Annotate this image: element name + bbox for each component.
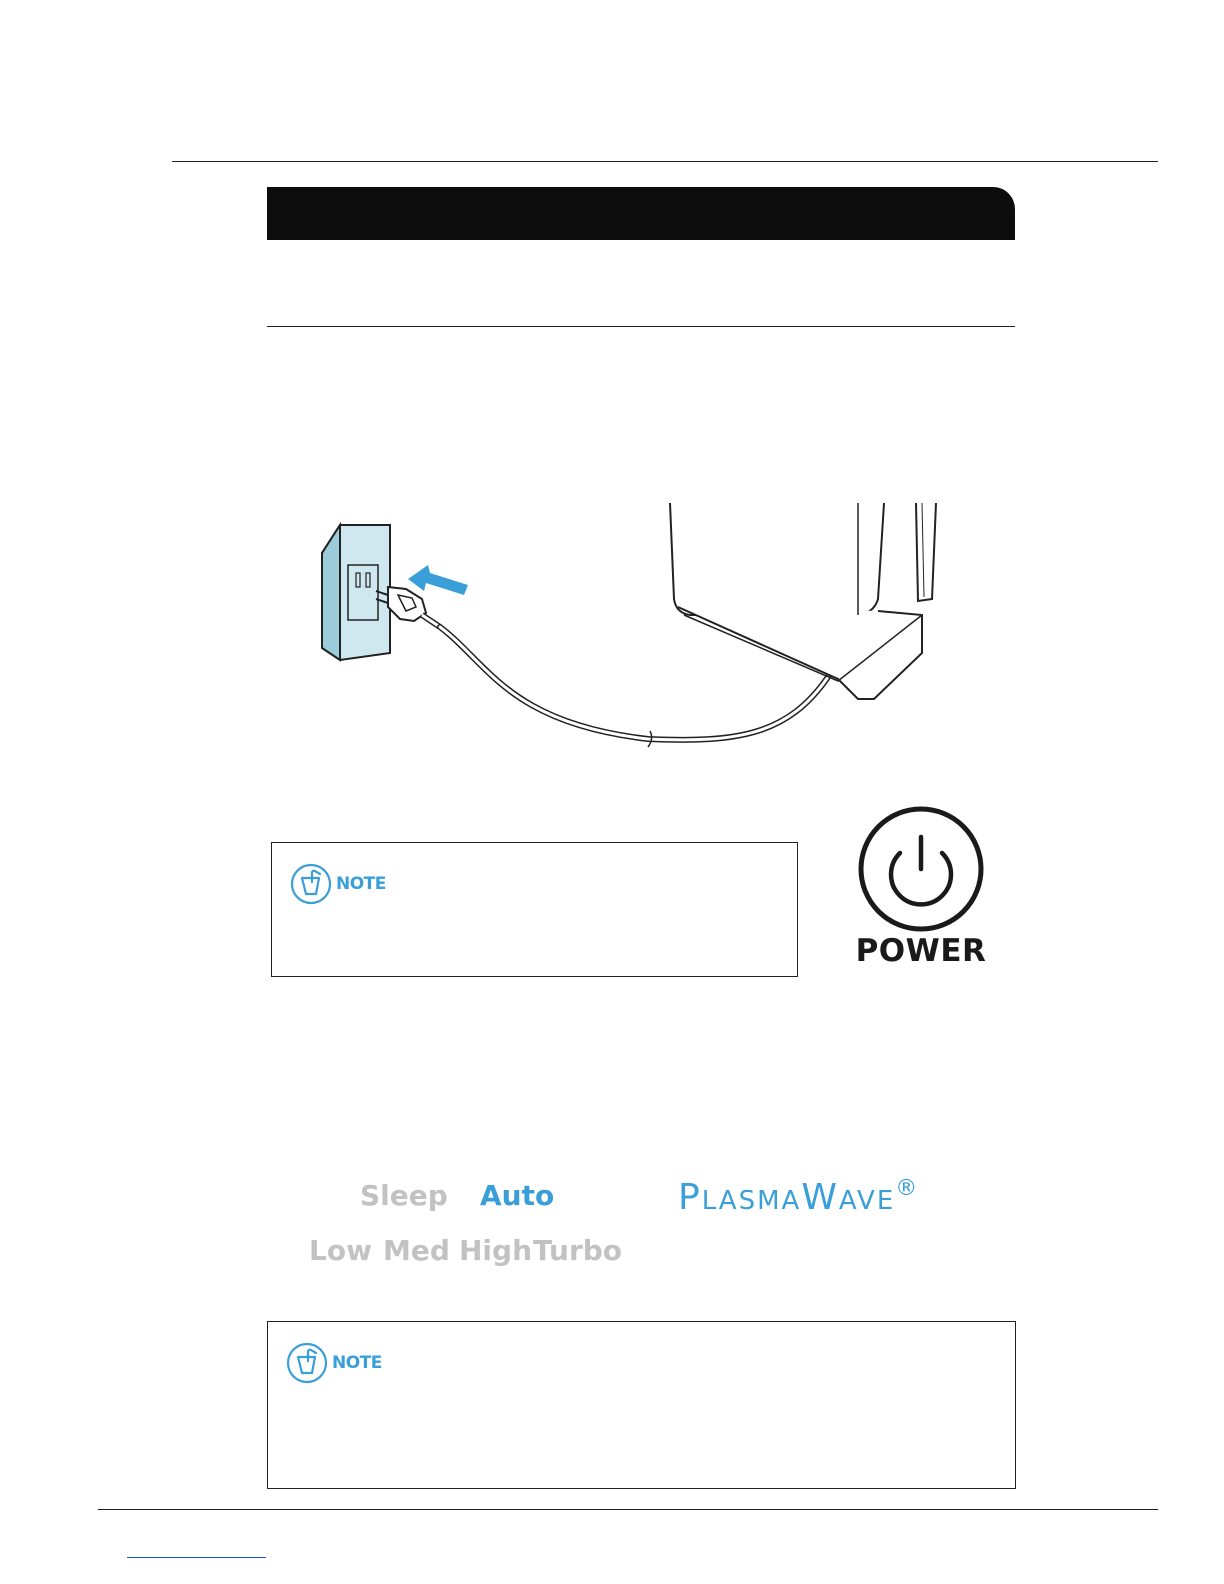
- footer-link-underline[interactable]: [127, 1557, 266, 1558]
- note-label: NOTE: [336, 874, 386, 894]
- power-icon: [850, 805, 990, 935]
- mode-auto[interactable]: Auto: [480, 1179, 555, 1212]
- note-header: [290, 863, 386, 905]
- power-button[interactable]: [850, 805, 990, 980]
- mode-sleep[interactable]: Sleep: [360, 1179, 448, 1212]
- power-label: POWER: [855, 933, 987, 969]
- note-icon: [290, 863, 332, 905]
- note-icon: [286, 1342, 328, 1384]
- speed-low[interactable]: Low: [309, 1234, 372, 1267]
- section-divider: [267, 326, 1015, 327]
- note-box: [267, 1321, 1016, 1489]
- note-header: [286, 1342, 382, 1384]
- speed-high[interactable]: High: [459, 1234, 533, 1267]
- note-box: [271, 842, 798, 977]
- header-rule: [172, 161, 1158, 162]
- speed-med[interactable]: Med: [383, 1234, 450, 1267]
- plug-in-illustration: [318, 503, 958, 753]
- plasmawave-logo[interactable]: PLASMAWAVE®: [678, 1176, 920, 1218]
- note-label: NOTE: [332, 1353, 382, 1373]
- footer-rule: [98, 1509, 1158, 1510]
- insert-arrow-icon: [408, 565, 468, 595]
- air-purifier-base: [670, 503, 936, 699]
- speed-turbo[interactable]: Turbo: [533, 1234, 623, 1267]
- section-header-bar: [267, 187, 1015, 240]
